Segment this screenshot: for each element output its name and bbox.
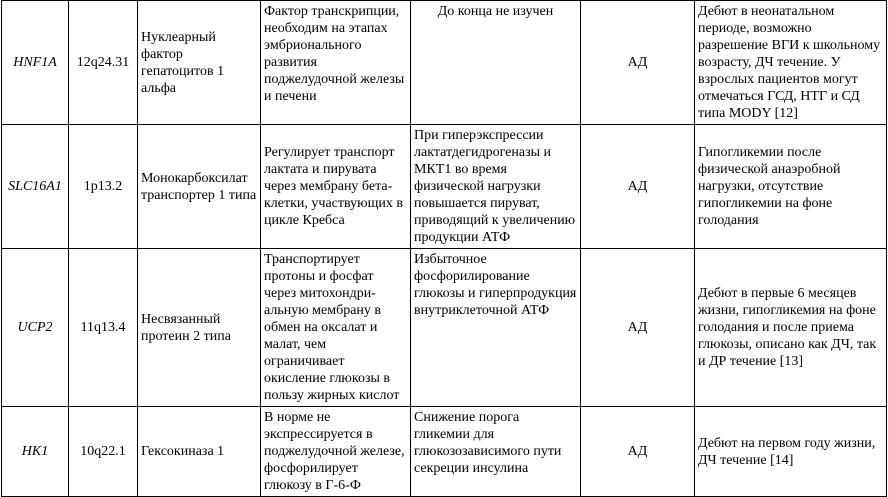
gene-name-cell: HNF1A (2, 1, 69, 125)
function-cell: В норме не экспрессируется в поджелудочной железе, фосфорилирует глюкозу в Г-6-Ф (261, 407, 411, 497)
gene-name-cell: HK1 (2, 407, 69, 497)
genes-table (1, 0, 887, 497)
table-row (2, 1, 887, 125)
locus-cell: 10q22.1 (69, 407, 138, 497)
inheritance-cell: АД (581, 407, 695, 497)
gene-name-cell: SLC16A1 (2, 125, 69, 249)
function-cell: Фактор транскрипции, необходим на этапах эмбрионального развития поджелудочной железы и печени (261, 1, 411, 125)
protein-cell: Несвязанный протеин 2 типа (138, 249, 261, 407)
table-row (2, 407, 887, 497)
locus-cell: 1p13.2 (69, 125, 138, 249)
gene-name-cell: UCP2 (2, 249, 69, 407)
protein-cell: Монокарбоксилат транспортер 1 типа (138, 125, 261, 249)
mechanism-cell: До конца не изучен (411, 1, 581, 125)
clinical-cell: Дебют на первом году жизни, ДЧ течение [14] (695, 407, 887, 497)
clinical-cell: Дебют в первые 6 месяцев жизни, гипогликемия на фоне голодания и после приема глюкозы, описано как ДЧ, так и ДР течение [13] (695, 249, 887, 407)
mechanism-cell: Избыточное фосфорилирование глюкозы и гиперпродукция внутриклеточной АТФ (411, 249, 581, 407)
protein-cell: Нуклеарный фактор гепатоцитов 1 альфа (138, 1, 261, 125)
inheritance-cell: АД (581, 125, 695, 249)
mechanism-cell: Снижение порога гликемии для глюкозозависимого пути секреции инсулина (411, 407, 581, 497)
inheritance-cell: АД (581, 249, 695, 407)
inheritance-cell: АД (581, 1, 695, 125)
locus-cell: 11q13.4 (69, 249, 138, 407)
protein-cell: Гексокиназа 1 (138, 407, 261, 497)
clinical-cell: Дебют в неонатальном периоде, возможно разрешение ВГИ к школьному возрасту, ДЧ течение. У взрослых пациентов могут отмечаться ГСД, НТГ и СД типа MODY [12] (695, 1, 887, 125)
table-row (2, 125, 887, 249)
function-cell: Транспортирует протоны и фосфат через митохондри-альную мембрану в обмен на оксалат и малат, чем ограничивает окисление глюкозы в пользу жирных кислот (261, 249, 411, 407)
locus-cell: 12q24.31 (69, 1, 138, 125)
clinical-cell: Гипогликемии после физической анаэробной нагрузки, отсутствие гипогликемии на фоне голодания (695, 125, 887, 249)
table-row (2, 249, 887, 407)
mechanism-cell: При гиперэкспрессии лактатдегидрогеназы и МКТ1 во время физической нагрузки повышается пируват, приводящий к увеличению продукции АТФ (411, 125, 581, 249)
function-cell: Регулирует транспорт лактата и пирувата через мембрану бета-клетки, участвующих в цикле Кребса (261, 125, 411, 249)
